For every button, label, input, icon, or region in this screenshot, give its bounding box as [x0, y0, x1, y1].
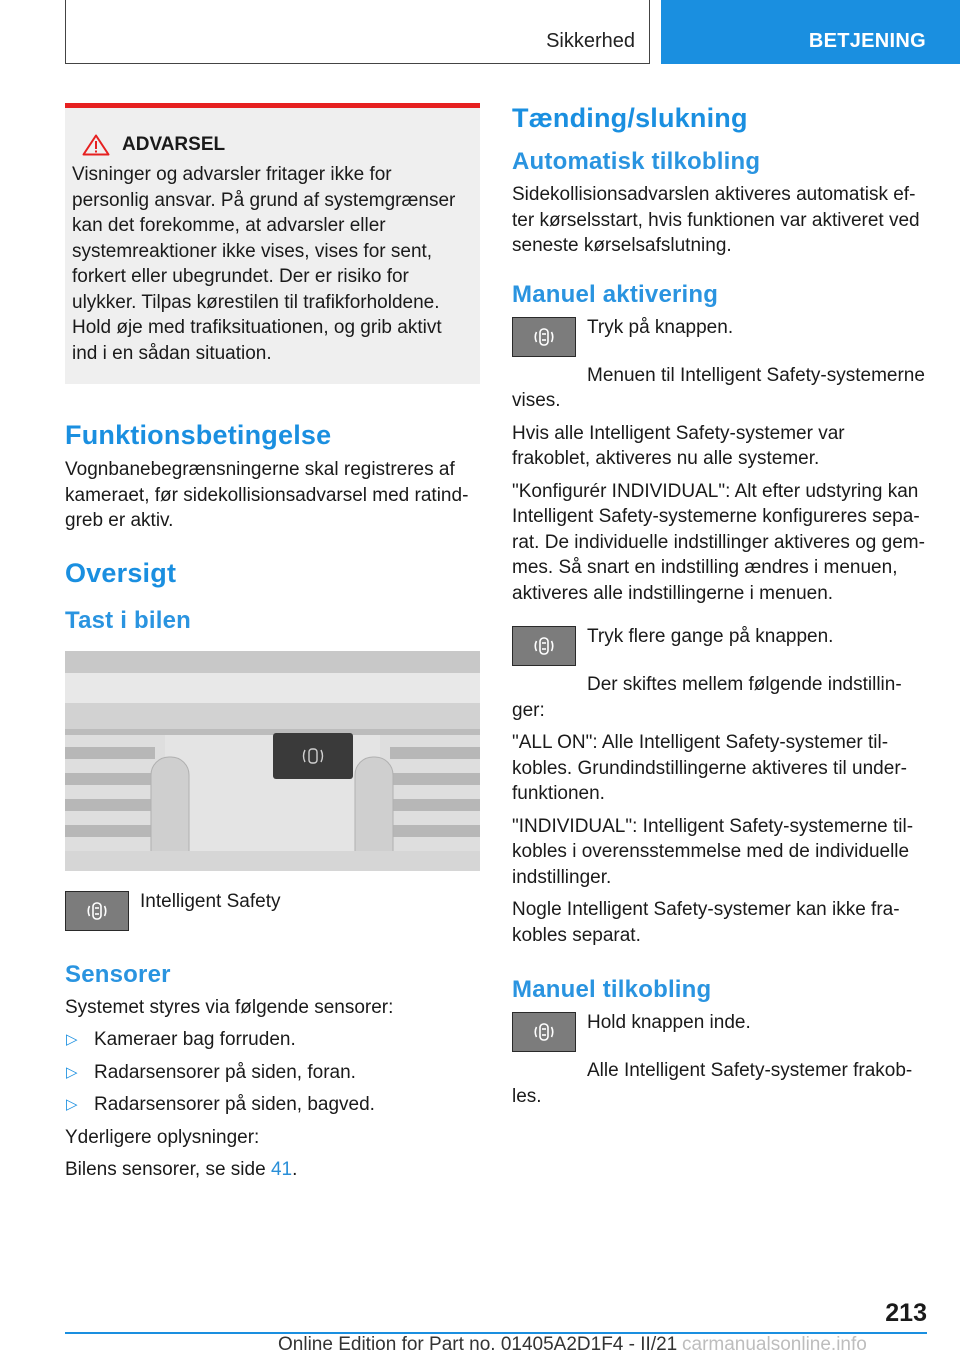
- header-chapter-tab: [661, 0, 960, 64]
- paragraph-aktivering-2: Hvis alle Intelligent Safety-systemer var frakoblet, aktiveres nu alle systemer.: [512, 422, 845, 469]
- paragraph-funktionsbetingelse: Vognbanebegrænsningerne skal registreres af kameraet, før sidekollisionsadvarsel med ratindgreb er aktiv.: [65, 459, 469, 531]
- heading-funktionsbetingelse: Funktionsbetingelse: [65, 420, 332, 450]
- reference-end: .: [292, 1159, 298, 1180]
- warning-title-text: ADVARSEL: [122, 134, 226, 155]
- tilkobling-step-2: Alle Intelligent Safety-systemer frakobles.: [512, 1060, 913, 1107]
- footer-edition: Online Edition for Part no. 01405A2D1F4 - II/21: [278, 1334, 678, 1355]
- heading-oversigt: Oversigt: [65, 557, 177, 588]
- heading-taending-slukning: Tænding/slukning: [512, 103, 748, 133]
- paragraph-sensorer: Systemet styres via følgende sensorer:: [65, 996, 394, 1018]
- reference-text: Bilens sensorer, se side: [65, 1159, 271, 1180]
- paragraph-all-on: "ALL ON": Alle Intelligent Safety-systemer tilkobles. Grundindstillingerne aktiveres til underfunktionen.: [512, 732, 907, 804]
- heading-manuel-aktivering: Manuel aktivering: [512, 280, 719, 308]
- heading-tast-i-bilen: Tast i bilen: [65, 606, 191, 634]
- list-item: ▷ Radarsensorer på siden, bagved.: [65, 1092, 480, 1118]
- paragraph-individual: "INDIVIDUAL": Intelligent Safety-systemerne tilkobles i overensstemmelse med de individuelle indstillinger.: [512, 815, 914, 888]
- tilkobling-step-1: Hold knappen inde.: [587, 1012, 751, 1033]
- page-number: 213: [885, 1299, 927, 1327]
- heading-automatisk-tilkobling: Automatisk tilkobling: [512, 148, 761, 175]
- flere-gange-icon-row: [512, 624, 927, 666]
- list-item: ▷ Radarsensorer på siden, foran.: [65, 1060, 480, 1086]
- left-column: [65, 103, 480, 1190]
- flere-step-2: Der skiftes mellem følgende indstillinger:: [512, 674, 902, 721]
- intelligent-safety-button-icon: [65, 891, 129, 931]
- heading-sensorer: Sensorer: [65, 960, 171, 988]
- manuel-aktivering-icon-row: [512, 315, 927, 357]
- paragraph-nogle: Nogle Intelligent Safety-systemer kan ikke frakobles separat.: [512, 899, 900, 946]
- warning-triangle-icon: [82, 134, 110, 156]
- header-chapter-label: BETJENING: [808, 30, 926, 52]
- heading-manuel-tilkobling: Manuel tilkobling: [512, 976, 712, 1003]
- paragraph-more-info: Yderligere oplysninger:: [65, 1126, 260, 1148]
- page-link-41[interactable]: 41: [270, 1159, 293, 1180]
- header-section-title: Sikkerhed: [546, 30, 635, 52]
- list-item: ▷ Kameraer bag forruden.: [65, 1027, 480, 1053]
- warning-text: Visninger og advarsler fritager ikke for personlig ansvar. På grund af systemgrænser kan det forekomme, at advarsler eller systemreaktioner ikke vises, vises for sent, forkert eller ubegrundet. Der er risiko for ulykker. Tilpas kørestilen til trafikforholdene. Hold øje med trafiksituationen, og grib aktivt ind i en sådan situation.: [72, 164, 456, 364]
- intelligent-safety-icon-row: [65, 889, 480, 931]
- footer-watermark: carmanualsonline.info: [682, 1334, 867, 1355]
- intelligent-safety-button-icon: [512, 1012, 576, 1052]
- manuel-tilkobling-icon-row: [512, 1010, 927, 1052]
- warning-title: [72, 134, 472, 156]
- paragraph-automatisk: Sidekollisionsadvarslen aktiveres automatisk efter kørselsstart, hvis funktionen var aktiveret ved seneste kørselsafslutning.: [512, 184, 920, 256]
- sensor-list: [65, 1027, 480, 1118]
- intelligent-safety-button-icon: [512, 317, 576, 357]
- aktivering-step-1: Tryk på knappen.: [587, 316, 734, 338]
- intelligent-safety-button-icon: [512, 626, 576, 666]
- intelligent-safety-label: Intelligent Safety: [140, 890, 281, 912]
- paragraph-sensor-reference: [65, 1157, 480, 1183]
- header-section-box: [65, 0, 650, 64]
- paragraph-konfigurer: "Konfigurér INDIVIDUAL": Alt efter udstyring kan Intelligent Safety-systemerne konfigureres separat. De individuelle indstillinger aktiveres og gemmes. Så snart en indstilling ændres i menuen, aktiveres alle indstillingerne i menuen.: [512, 480, 925, 604]
- right-column: [512, 103, 927, 1116]
- dashboard-photo: [65, 651, 480, 871]
- flere-step-1: Tryk flere gange på knappen.: [587, 626, 834, 647]
- aktivering-step-2: Menuen til Intelligent Safety-systemerne vises.: [512, 364, 925, 411]
- warning-box: [65, 103, 480, 384]
